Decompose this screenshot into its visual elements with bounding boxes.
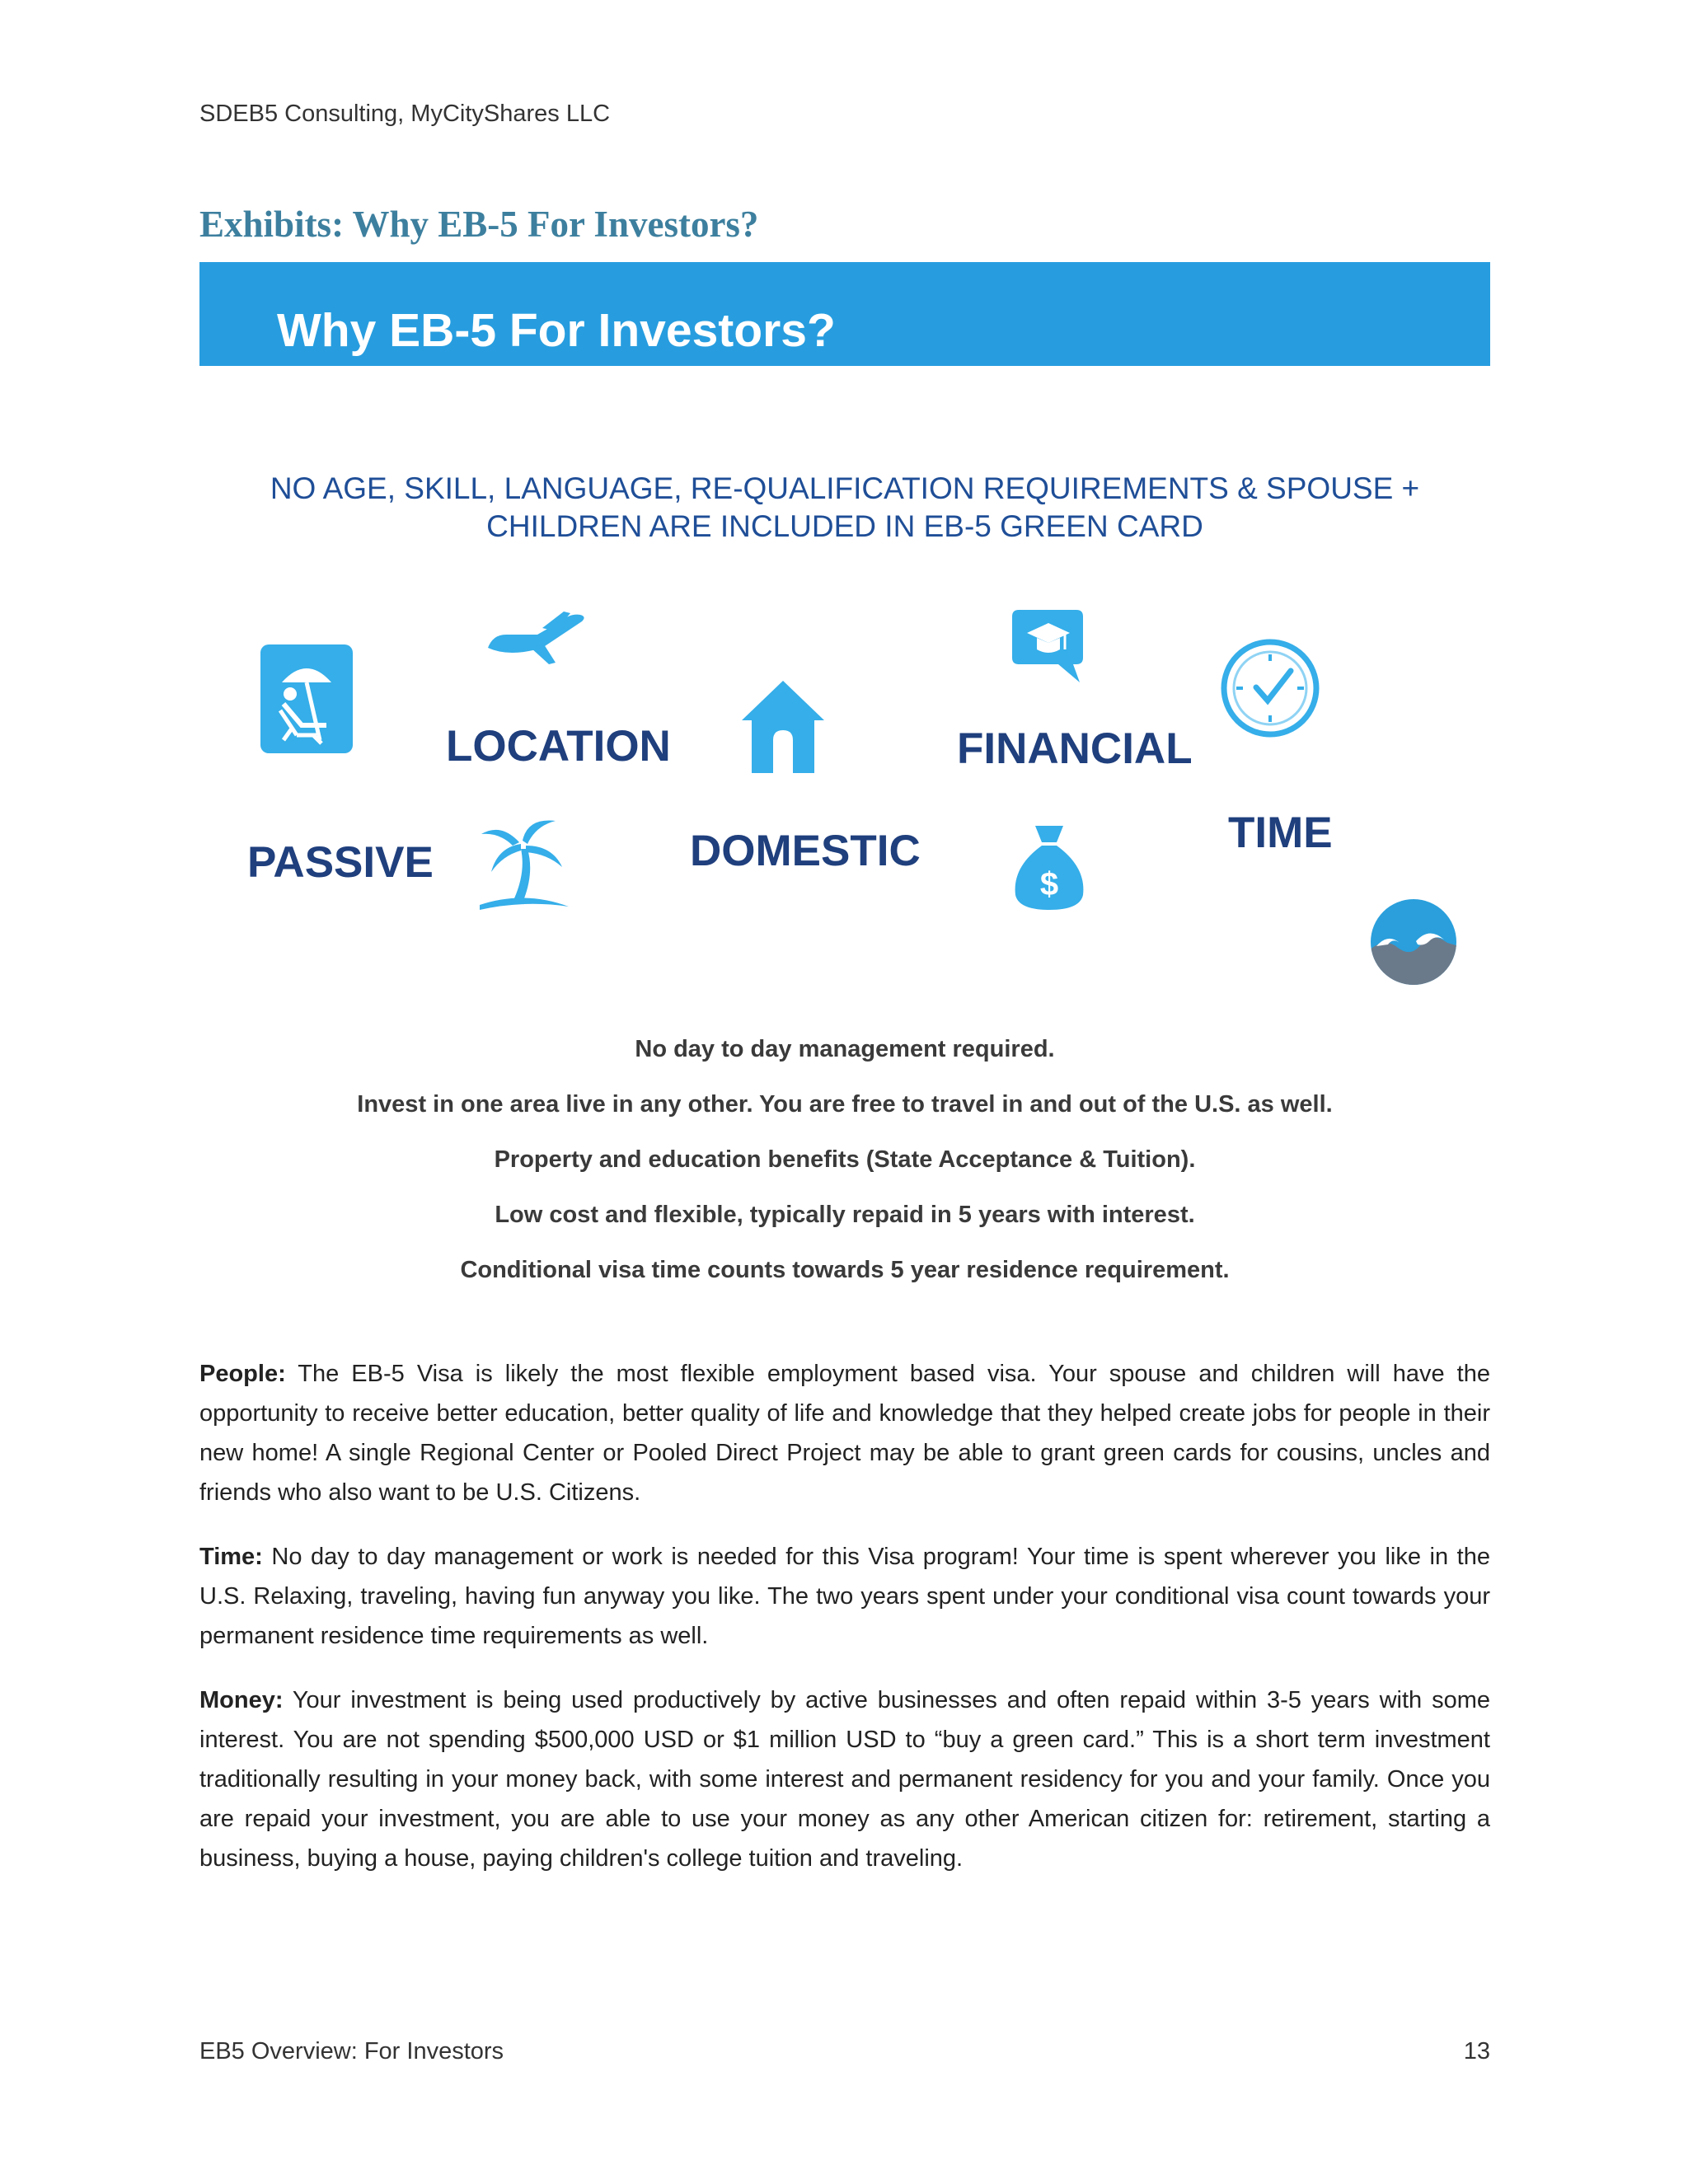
paragraph-label: People:	[199, 1361, 286, 1387]
svg-text:$: $	[1039, 866, 1059, 902]
requirements-text	[199, 470, 1490, 546]
palm-tree-icon	[476, 814, 572, 916]
feature-location: LOCATION	[446, 722, 671, 771]
benefit-item: Property and education benefits (State Acceptance & Tuition).	[494, 1146, 1196, 1173]
graduation-chat-icon	[1009, 607, 1086, 686]
requirements-line-2: CHILDREN ARE INCLUDED IN EB-5 GREEN CARD	[486, 509, 1203, 543]
benefit-item: Invest in one area live in any other. You are free to travel in and out of the U.S. as well.	[357, 1091, 1333, 1118]
paragraph-people	[199, 1354, 1490, 1512]
running-header: SDEB5 Consulting, MyCityShares LLC	[199, 101, 611, 127]
money-bag-icon	[1010, 821, 1088, 913]
feature-financial: FINANCIAL	[957, 724, 1193, 773]
banner	[199, 262, 1490, 366]
clock-check-icon	[1220, 636, 1320, 740]
beach-chair-icon	[259, 643, 354, 755]
footer-title: EB5 Overview: For Investors	[199, 2038, 504, 2064]
wave-logo-icon	[1368, 897, 1459, 987]
benefit-list	[199, 1022, 1490, 1298]
paragraph-text: Your investment is being used productively by active businesses and often repaid within 3-5 years with some interest. You are not spending $500,000 USD or $1 million USD to “buy a green card.” This is a short term investment traditionally resulting in your money back, with some interest and permanent residency for you and your family. Once you are repaid your investment, you are able to use your money as any other American citizen for: retirement, starting a business, buying a house, paying children's college tuition and traveling.	[199, 1687, 1490, 1872]
house-icon	[738, 677, 828, 776]
feature-domestic: DOMESTIC	[690, 827, 921, 875]
paragraph-label: Money:	[199, 1687, 284, 1713]
paragraph-text: No day to day management or work is needed for this Visa program! Your time is spent wherever you like in the U.S. Relaxing, traveling, having fun anyway you like. The two years spent under your conditional visa count towards your permanent residence time requirements as well.	[199, 1544, 1490, 1649]
feature-time: TIME	[1228, 808, 1333, 857]
benefit-item: No day to day management required.	[635, 1036, 1055, 1062]
exhibit-title: Exhibits: Why EB-5 For Investors?	[199, 204, 759, 245]
paragraph-text: The EB-5 Visa is likely the most flexible employment based visa. Your spouse and children will have the opportunity to receive better education, better quality of life and knowledge that they helped create jobs for people in their new home! A single Regional Center or Pooled Direct Project may be able to grant green cards for cousins, uncles and friends who also want to be U.S. Citizens.	[199, 1361, 1490, 1506]
paragraph-money	[199, 1680, 1490, 1878]
infographic	[199, 379, 1490, 1302]
airplane-icon	[485, 610, 588, 668]
body-text	[199, 1354, 1490, 1903]
paragraph-label: Time:	[199, 1544, 263, 1570]
requirements-line-1: NO AGE, SKILL, LANGUAGE, RE-QUALIFICATION REQUIREMENTS & SPOUSE +	[270, 471, 1420, 505]
page-number: 13	[1463, 2038, 1490, 2064]
benefit-item: Conditional visa time counts towards 5 year residence requirement.	[460, 1257, 1230, 1283]
feature-passive: PASSIVE	[247, 838, 434, 887]
benefit-item: Low cost and flexible, typically repaid in 5 years with interest.	[495, 1202, 1195, 1228]
banner-title: Why EB-5 For Investors?	[277, 304, 836, 357]
paragraph-time	[199, 1537, 1490, 1656]
